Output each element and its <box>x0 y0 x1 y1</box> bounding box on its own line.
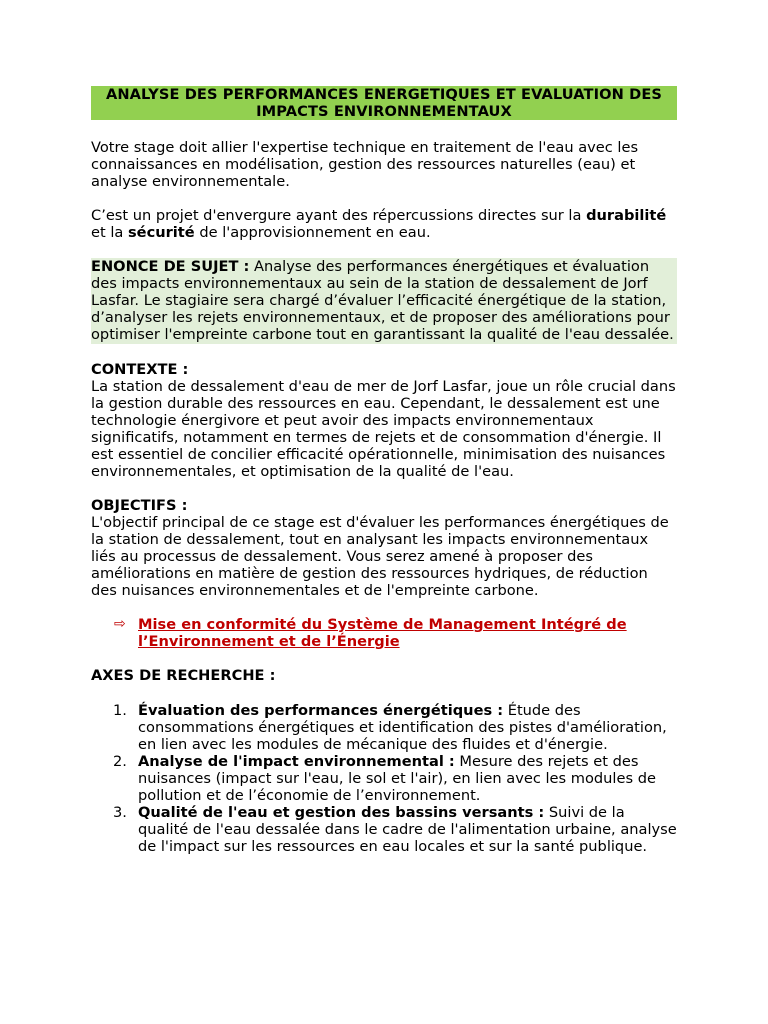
projet-text-middle: et la <box>91 224 128 241</box>
projet-bold-securite: sécurité <box>127 224 195 241</box>
list-item-text: Mesure des rejets et des nuisances (impact sur l'eau, le sol et l'air), en lien avec les modules de pollution et de l’économie de l’environnement. <box>138 753 656 804</box>
contexte-paragraph: La station de dessalement d'eau de mer de Jorf Lasfar, joue un rôle crucial dans la gestion durable des ressources en eau. Cependant, le dessalement est une technologie énergivore et peut avoir des impacts environnementaux significatifs, notamment en termes de rejets et de consommation d'énergie. Il est essentiel de concilier efficacité opérationnelle, minimisation des nuisances environnementales, et optimisation de la qualité de l'eau. <box>91 378 676 480</box>
projet-paragraph <box>91 207 677 241</box>
sujet-box <box>91 258 677 344</box>
axes-list <box>91 702 677 855</box>
list-item-title: Évaluation des performances énergétiques : <box>138 702 504 719</box>
sujet-label: ENONCE DE SUJET : <box>91 258 250 275</box>
objectifs-heading: OBJECTIFS : <box>91 497 188 514</box>
arrow-right-icon: ⇨ <box>114 616 126 632</box>
projet-text-before: C’est un projet d'envergure ayant des répercussions directes sur la <box>91 207 587 224</box>
list-item <box>91 804 677 855</box>
list-number: 1. <box>113 702 127 719</box>
list-number: 3. <box>113 804 127 821</box>
smi-link-item <box>91 616 677 650</box>
axes-heading: AXES DE RECHERCHE : <box>91 667 276 684</box>
list-item-title: Analyse de l'impact environnemental : <box>138 753 455 770</box>
document-body <box>91 86 677 855</box>
document-title: ANALYSE DES PERFORMANCES ENERGETIQUES ET EVALUATION DES IMPACTS ENVIRONNEMENTAUX <box>91 86 677 120</box>
contexte-heading: CONTEXTE : <box>91 361 189 378</box>
list-item-text: Suivi de la qualité de l'eau dessalée dans le cadre de l'alimentation urbaine, analyse de l'impact sur les ressources en eau locales et sur la santé publique. <box>138 804 677 855</box>
list-item <box>91 702 677 753</box>
projet-bold-durabilite: durabilité <box>586 207 667 224</box>
list-number: 2. <box>113 753 127 770</box>
sujet-text: Analyse des performances énergétiques et évaluation des impacts environnementaux au sein de la station de dessalement de Jorf Lasfar. Le stagiaire sera chargé d’évaluer l’efficacité énergétique de la station, d’analyser les rejets environnementaux, et de proposer des améliorations pour optimiser l'empreinte carbone tout en garantissant la qualité de l'eau dessalée. <box>91 258 674 343</box>
projet-text-after: de l'approvisionnement en eau. <box>194 224 431 241</box>
intro-paragraph: Votre stage doit allier l'expertise technique en traitement de l'eau avec les connaissances en modélisation, gestion des ressources naturelles (eau) et analyse environnementale. <box>91 139 639 190</box>
list-item <box>91 753 677 804</box>
list-item-text: Étude des consommations énergétiques et identification des pistes d'amélioration, en lien avec les modules de mécanique des fluides et d'énergie. <box>138 702 667 753</box>
smi-link[interactable]: Mise en conformité du Système de Management Intégré de l’Environnement et de l’Énergie <box>138 616 627 650</box>
list-item-title: Qualité de l'eau et gestion des bassins versants : <box>138 804 545 821</box>
objectifs-paragraph: L'objectif principal de ce stage est d'évaluer les performances énergétiques de la station de dessalement, tout en analysant les impacts environnementaux liés au processus de dessalement. Vous serez amené à proposer des améliorations en matière de gestion des ressources hydriques, de réduction des nuisances environnementales et de l'empreinte carbone. <box>91 514 669 599</box>
